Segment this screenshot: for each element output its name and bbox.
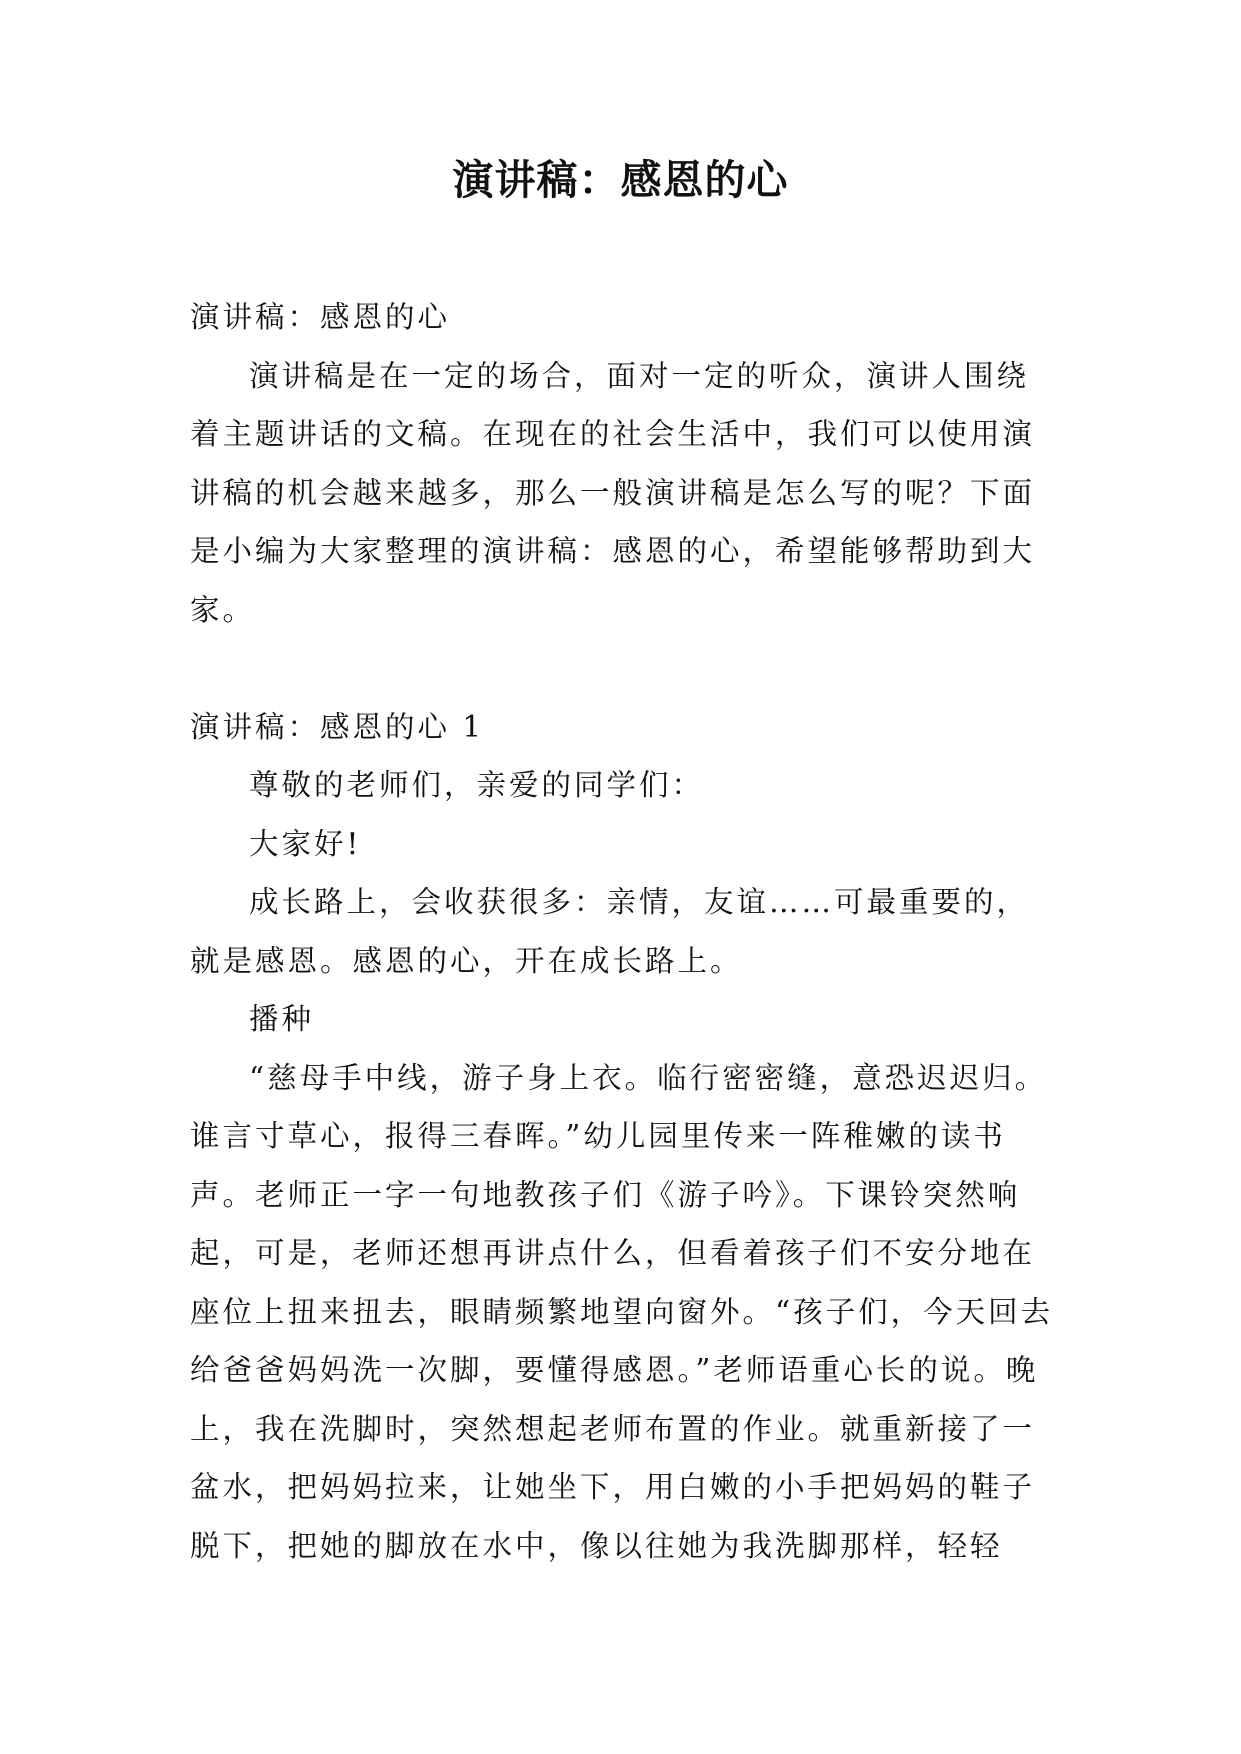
section-heading: 演讲稿：感恩的心 1 (190, 709, 485, 744)
document-body (190, 288, 1060, 1575)
intro-paragraph: 演讲稿是在一定的场合，面对一定的听众，演讲人围绕着主题讲话的文稿。在现在的社会生活中，我们可以使用演讲稿的机会越来越多，那么一般演讲稿是怎么写的呢？下面是小编为大家整理的演讲稿：感恩的心，希望能够帮助到大家。 (190, 358, 1036, 627)
salutation: 尊敬的老师们，亲爱的同学们： (249, 768, 705, 802)
body-paragraph: “慈母手中线，游子身上衣。临行密密缝，意恐迟迟归。谁言寸草心，报得三春晖。”幼儿园里传来一阵稚嫩的读书声。老师正一字一句地教孩子们《游子吟》。下课铃突然响起，可是，老师还想再讲点什么，但看着孩子们不安分地在座位上扭来扭去，眼睛频繁地望向窗外。“孩子们，今天回去给爸爸妈妈洗一次脚，要懂得感恩。”老师语重心长的说。晚上，我在洗脚时，突然想起老师布置的作业。就重新接了一盆水，把妈妈拉来，让她坐下，用白嫩的小手把妈妈的鞋子脱下，把她的脚放在水中，像以往她为我洗脚那样，轻轻 (190, 1060, 1054, 1563)
greeting: 大家好! (249, 826, 362, 861)
subheading: 播种 (249, 1002, 315, 1036)
section-heading: 演讲稿：感恩的心 (190, 300, 451, 334)
blank-line (190, 639, 1060, 698)
body-paragraph: 成长路上，会收获很多：亲情，友谊……可最重要的，就是感恩。感恩的心，开在成长路上。 (190, 885, 1030, 978)
document-title: 演讲稿：感恩的心 (452, 156, 789, 204)
